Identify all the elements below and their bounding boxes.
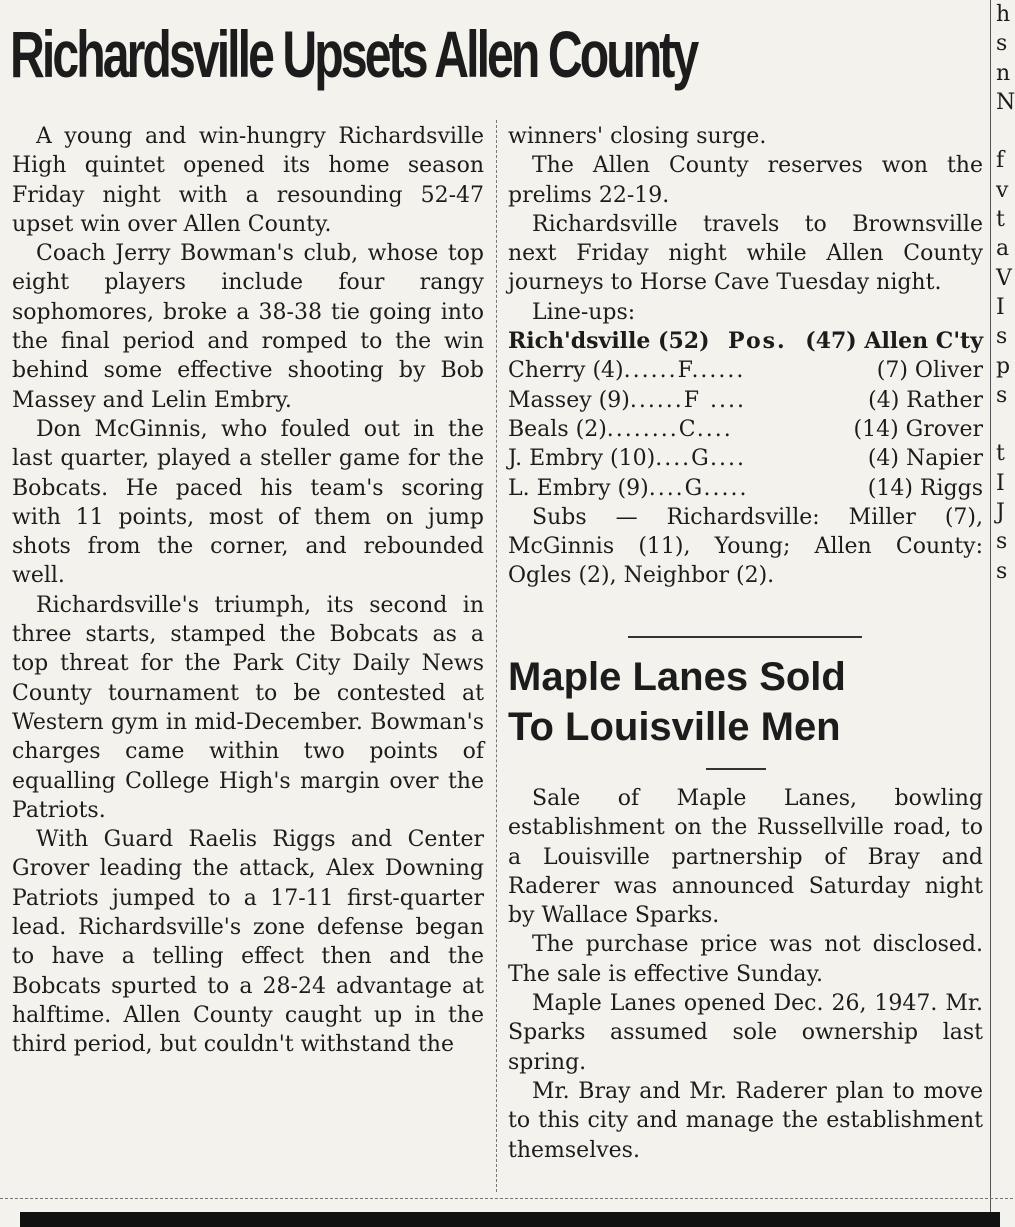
edge-letter: a [996,236,1010,262]
edge-letter: t [996,441,1005,467]
adjacent-column-fragment [996,0,1013,586]
paragraph: Maple Lanes opened Dec. 26, 1947. Mr. Sparks assumed sole ownership last spring. [508,991,983,1075]
lineup-left: Cherry (4) [508,358,624,384]
headline: Richardsville Upsets Allen County [10,17,697,91]
edge-letter: I [996,470,1005,496]
lineup-pos: ......F...... [623,358,746,384]
edge-letter: s [996,324,1008,350]
lineup-right: (4) Rather [868,387,983,413]
lineup-left: J. Embry (10) [508,446,656,472]
edge-letter: J [996,500,1005,526]
subheadline-line: To Louisville Men [508,705,841,749]
page-edge-divider [990,0,991,1227]
paragraph: With Guard Raelis Riggs and Center Grover leading the attack, Alex Downing Patriots jumped to a 17-11 first-quarter lead. Richardsville's zone defense began to have a telling effect then and the Bobcats spurted to a 28-24 advantage at halftime. Allen County caught up in the third period, but couldn't withstand the [12,827,484,1058]
story-column [508,784,983,1165]
edge-letter: I [996,294,1005,320]
edge-letter: V [996,265,1012,291]
paragraph: Richardsville's triumph, its second in three starts, stamped the Bobcats as a top threat for the Park City Daily News County tournament to be contested at Western gym in mid-December. Bowman's charges came within two points of equalling College High's margin over the Patriots. [12,592,484,823]
paragraph-continuation: winners' closing surge. [508,124,767,149]
lineup-row [508,356,983,385]
lineup-right: (14) Riggs [867,475,983,501]
paragraph: Don McGinnis, who fouled out in the last quarter, played a steller game for the Bobcats. He paced his team's scoring with 11 points, most of them on jump shots from the corner, and rebounded well. [12,416,484,589]
edge-letter [996,117,1013,146]
edge-letter: h [996,2,1011,27]
lineup-row [508,444,983,473]
edge-letter: p [996,353,1011,379]
subheadline [508,652,988,752]
column-divider [496,120,497,1192]
paragraph: A young and win-hungry Richardsville High quintet opened its home season Friday night with a resounding 52-47 upset win over Allen County. [12,124,484,237]
lineup-header-right: (47) Allen C'ty [805,328,983,355]
right-column [508,122,983,591]
lineup-pos: ....G..... [648,475,749,501]
lineup-left: Beals (2) [508,416,607,442]
lineup-row [508,415,983,444]
edge-letter: s [996,558,1008,584]
edge-letter: N [996,89,1015,115]
lineup-right: (14) Grover [853,416,983,442]
edge-letter: v [996,177,1009,203]
lineup-right: (7) Oliver [876,358,983,384]
paragraph: The purchase price was not disclosed. The sale is effective Sunday. [508,932,983,987]
paragraph: Mr. Bray and Mr. Raderer plan to move to this city and manage the establishment themselves. [508,1078,983,1163]
paragraph: The Allen County reserves won the prelims 22-19. [508,153,983,208]
edge-letter: n [996,60,1011,86]
lineup-header [508,327,983,356]
edge-letter [996,410,1013,439]
edge-letter: s [996,31,1008,57]
edge-letter: f [996,148,1005,174]
edge-letter: s [996,382,1008,408]
lineup-left: Massey (9) [508,387,630,413]
paragraph: Coach Jerry Bowman's club, whose top eight players include four rangy sophomores, broke a 38-38 tie going into the final period and romped to the win behind some effective shooting by Bob Massey and Lelin Embry. [12,241,484,413]
lineup-right: (4) Napier [867,446,983,472]
lineup-left: L. Embry (9) [508,475,649,501]
paragraph: Richardsville travels to Brownsville next Friday night while Allen County journeys to Horse Cave Tuesday night. [508,211,983,296]
paragraph: Sale of Maple Lanes, bowling establishment on the Russellville road, to a Louisville partnership of Bray and Raderer was announced Saturday night by Wallace Sparks. [508,786,983,929]
edge-letter: t [996,207,1005,233]
lineup-row [508,386,983,415]
bottom-rule [0,1198,1013,1199]
lineup-pos: ....G.... [655,446,746,472]
bottom-bar [20,1212,1000,1227]
lineup-pos: ......F .... [629,387,747,413]
lineup-header-pos: Pos. [728,328,787,355]
section-rule [706,768,766,770]
subs-paragraph: Subs — Richardsville: Miller (7), McGinnis (11), Young; Allen County: Ogles (2), Neighbor (2). [508,504,983,589]
left-column [12,122,484,1060]
lineup-header-left: Rich'dsville (52) [508,328,710,355]
subheadline-line: Maple Lanes Sold [508,655,846,699]
lineup-pos: ........C.... [606,416,733,442]
section-rule [628,636,862,638]
lineups-label: Line-ups: [532,299,636,325]
edge-letter: s [996,529,1008,555]
lineup-row [508,474,983,503]
